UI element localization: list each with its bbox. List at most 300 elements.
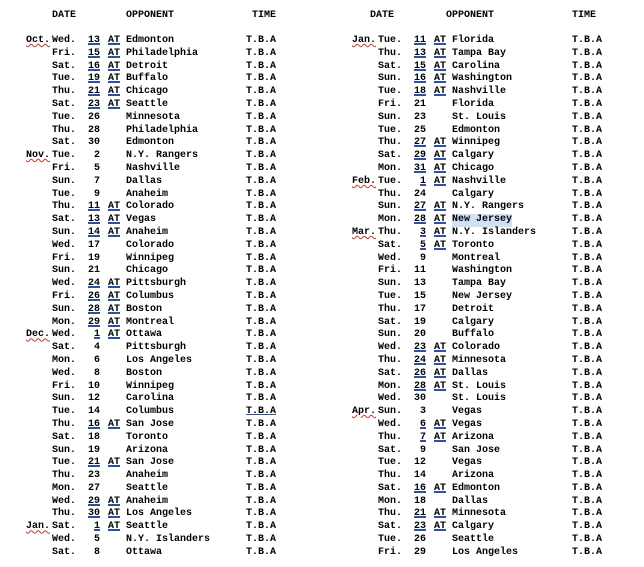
weekday-cell: Wed. <box>52 367 77 379</box>
time-cell: T.B.A <box>246 214 277 226</box>
opponent-cell: Seattle <box>126 521 169 533</box>
schedule-row <box>352 534 603 547</box>
time-cell: T.B.A <box>246 316 277 328</box>
away-marker: AT <box>434 418 447 430</box>
time-cell: T.B.A <box>246 534 277 546</box>
schedule-row <box>352 150 603 163</box>
opponent-cell: Arizona <box>452 470 495 482</box>
weekday-cell: Fri. <box>52 290 77 302</box>
weekday-cell: Thu. <box>52 86 77 98</box>
weekday-cell: Sat. <box>378 367 403 379</box>
date-number-cell: 23 <box>87 470 100 482</box>
date-number-cell: 29 <box>87 316 100 328</box>
column-header <box>352 9 597 35</box>
opponent-cell: Edmonton <box>452 124 501 136</box>
away-marker: AT <box>108 226 121 238</box>
opponent-cell: Toronto <box>452 239 495 251</box>
opponent-cell: Florida <box>452 98 495 110</box>
time-cell: T.B.A <box>246 73 277 85</box>
away-marker: AT <box>434 137 447 149</box>
weekday-cell: Fri. <box>378 98 403 110</box>
time-cell: T.B.A <box>246 470 277 482</box>
time-cell: T.B.A <box>572 495 603 507</box>
date-number-cell: 27 <box>87 482 100 494</box>
time-cell: T.B.A <box>572 457 603 469</box>
time-cell: T.B.A <box>246 86 277 98</box>
schedule-row <box>352 252 603 266</box>
opponent-cell: Carolina <box>126 393 175 405</box>
weekday-cell: Sat. <box>52 521 77 533</box>
month-cell: Oct. <box>26 35 51 46</box>
opponent-cell: Buffalo <box>452 329 495 341</box>
time-cell: T.B.A <box>572 406 603 418</box>
schedule-row <box>352 431 603 445</box>
date-number-cell: 17 <box>413 303 426 315</box>
schedule-row <box>352 444 603 458</box>
weekday-cell: Mon. <box>52 354 77 366</box>
away-marker: AT <box>434 86 447 98</box>
schedule-row <box>352 342 603 355</box>
header-opponent: OPPONENT <box>126 10 175 21</box>
header-date: DATE <box>370 10 395 21</box>
schedule-row <box>26 188 277 202</box>
opponent-cell: Boston <box>126 367 163 379</box>
weekday-cell: Tue. <box>52 73 77 85</box>
date-number-cell: 21 <box>413 98 426 110</box>
away-marker: AT <box>108 73 121 85</box>
time-cell: T.B.A <box>572 367 603 379</box>
weekday-cell: Fri. <box>378 546 403 558</box>
away-marker: AT <box>108 508 121 520</box>
opponent-cell: Toronto <box>126 431 169 443</box>
away-marker: AT <box>434 342 447 354</box>
schedule-row <box>26 150 277 163</box>
schedule-row <box>26 521 277 534</box>
weekday-cell: Sat. <box>378 482 403 494</box>
opponent-cell: Chicago <box>452 162 495 174</box>
column-header <box>26 9 277 35</box>
weekday-cell: Thu. <box>52 508 77 520</box>
schedule-row <box>352 278 603 291</box>
schedule-row <box>352 47 603 61</box>
time-cell: T.B.A <box>572 329 603 341</box>
away-marker: AT <box>434 431 447 443</box>
weekday-cell: Wed. <box>52 329 77 341</box>
date-number-cell: 1 <box>93 329 100 341</box>
time-cell: T.B.A <box>246 252 277 264</box>
weekday-cell: Sun. <box>52 303 77 315</box>
month-cell: Nov. <box>26 150 51 162</box>
opponent-cell: Pittsburgh <box>126 342 187 354</box>
time-cell: T.B.A <box>246 35 277 46</box>
date-number-cell: 15 <box>413 60 426 72</box>
time-cell: T.B.A <box>572 98 603 110</box>
schedule-row <box>352 60 603 74</box>
opponent-cell: Montreal <box>452 252 501 264</box>
opponent-cell: Nashville <box>452 175 507 187</box>
month-cell: Mar. <box>352 226 377 238</box>
schedule-row <box>26 444 277 458</box>
month-cell: Jan. <box>352 35 377 46</box>
weekday-cell: Thu. <box>378 354 403 366</box>
schedule-row <box>26 60 277 74</box>
schedule-row <box>26 73 277 86</box>
schedule-row <box>352 111 603 125</box>
weekday-cell: Mon. <box>52 316 77 328</box>
date-number-cell: 7 <box>93 175 100 187</box>
opponent-cell: Carolina <box>452 60 501 72</box>
weekday-cell: Sat. <box>52 137 77 149</box>
schedule-row <box>352 546 603 560</box>
date-number-cell: 5 <box>93 534 100 546</box>
schedule-row <box>26 470 277 483</box>
weekday-cell: Wed. <box>52 35 77 46</box>
away-marker: AT <box>434 201 447 213</box>
away-marker: AT <box>108 60 121 72</box>
opponent-cell: Colorado <box>126 239 175 251</box>
away-marker: AT <box>108 278 121 290</box>
weekday-cell: Sun. <box>52 175 77 187</box>
opponent-cell: St. Louis <box>452 393 507 405</box>
date-number-cell: 6 <box>419 418 426 430</box>
opponent-cell: Tampa Bay <box>452 47 507 59</box>
time-cell: T.B.A <box>246 482 277 494</box>
schedule-row <box>26 137 277 150</box>
date-number-cell: 9 <box>93 188 100 200</box>
away-marker: AT <box>108 201 121 213</box>
date-number-cell: 24 <box>413 354 426 366</box>
date-number-cell: 27 <box>413 137 426 149</box>
away-marker: AT <box>434 47 447 59</box>
time-cell: T.B.A <box>246 508 277 520</box>
schedule-row <box>26 214 277 227</box>
time-cell: T.B.A <box>246 265 277 277</box>
opponent-cell: Anaheim <box>126 226 169 238</box>
away-marker: AT <box>434 175 447 187</box>
time-cell: T.B.A <box>572 508 603 520</box>
date-number-cell: 9 <box>419 252 426 264</box>
opponent-cell: Detroit <box>452 303 495 315</box>
date-number-cell: 12 <box>87 393 100 405</box>
away-marker: AT <box>108 418 121 430</box>
weekday-cell: Mon. <box>378 214 403 226</box>
schedule-row <box>26 406 277 419</box>
weekday-cell: Tue. <box>378 124 403 136</box>
time-cell: T.B.A <box>572 354 603 366</box>
weekday-cell: Sat. <box>378 316 403 328</box>
weekday-cell: Thu. <box>378 431 403 443</box>
month-cell: Jan. <box>26 521 51 533</box>
schedule-rows <box>26 35 277 560</box>
weekday-cell: Thu. <box>52 418 77 430</box>
weekday-cell: Sun. <box>52 226 77 238</box>
schedule-row <box>26 380 277 394</box>
weekday-cell: Tue. <box>378 86 403 98</box>
time-cell: T.B.A <box>246 111 277 123</box>
opponent-cell: Seattle <box>126 98 169 110</box>
date-number-cell: 1 <box>93 521 100 533</box>
date-number-cell: 19 <box>87 444 100 456</box>
weekday-cell: Sun. <box>378 278 403 290</box>
date-number-cell: 13 <box>413 278 426 290</box>
opponent-cell: Edmonton <box>452 482 501 494</box>
date-number-cell: 26 <box>413 367 426 379</box>
opponent-cell: Nashville <box>126 162 181 174</box>
schedule-row <box>352 495 603 509</box>
opponent-cell: Colorado <box>452 342 501 354</box>
date-number-cell: 8 <box>93 546 100 558</box>
schedule-row <box>26 265 277 278</box>
weekday-cell: Wed. <box>52 278 77 290</box>
opponent-cell: Seattle <box>452 534 495 546</box>
weekday-cell: Tue. <box>378 534 403 546</box>
date-number-cell: 28 <box>87 124 100 136</box>
weekday-cell: Sat. <box>52 214 77 226</box>
schedule-row <box>26 546 277 560</box>
date-number-cell: 19 <box>87 73 100 85</box>
date-number-cell: 29 <box>413 546 426 558</box>
schedule-row <box>26 303 277 317</box>
date-number-cell: 10 <box>87 380 100 392</box>
opponent-cell: Calgary <box>452 316 495 328</box>
opponent-cell: Anaheim <box>126 470 169 482</box>
time-cell: T.B.A <box>572 303 603 315</box>
opponent-cell: Vegas <box>452 457 483 469</box>
away-marker: AT <box>434 380 447 392</box>
time-cell: T.B.A <box>572 418 603 430</box>
time-cell: T.B.A <box>572 86 603 98</box>
date-number-cell: 23 <box>413 342 426 354</box>
opponent-cell: Anaheim <box>126 495 169 507</box>
schedule-row <box>26 508 277 521</box>
away-marker: AT <box>434 35 447 46</box>
away-marker: AT <box>434 226 447 238</box>
opponent-cell: Dallas <box>452 495 489 507</box>
opponent-cell: Tampa Bay <box>452 278 507 290</box>
away-marker: AT <box>108 521 121 533</box>
weekday-cell: Fri. <box>52 47 77 59</box>
date-number-cell: 14 <box>413 470 426 482</box>
date-number-cell: 4 <box>93 342 100 354</box>
opponent-cell: Ottawa <box>126 546 163 558</box>
schedule-row <box>26 252 277 266</box>
opponent-cell: Edmonton <box>126 137 175 149</box>
schedule-row <box>352 86 603 99</box>
schedule-row <box>352 367 603 381</box>
opponent-cell: Washington <box>452 73 513 85</box>
schedule-row <box>26 111 277 125</box>
time-cell: T.B.A <box>572 482 603 494</box>
date-number-cell: 18 <box>87 431 100 443</box>
schedule-row <box>352 316 603 330</box>
date-number-cell: 30 <box>87 137 100 149</box>
time-cell: T.B.A <box>246 124 277 136</box>
schedule-row <box>352 265 603 278</box>
schedule-row <box>26 124 277 138</box>
weekday-cell: Wed. <box>52 495 77 507</box>
time-cell: T.B.A <box>572 290 603 302</box>
date-number-cell: 13 <box>87 214 100 226</box>
month-cell: Feb. <box>352 175 377 187</box>
away-marker: AT <box>434 150 447 162</box>
away-marker: AT <box>434 482 447 494</box>
date-number-cell: 11 <box>87 201 100 213</box>
time-cell: T.B.A <box>572 470 603 482</box>
time-cell: T.B.A <box>246 98 277 110</box>
opponent-cell: Winnipeg <box>126 380 175 392</box>
date-number-cell: 16 <box>413 482 426 494</box>
opponent-cell: Dallas <box>452 367 489 379</box>
time-cell: T.B.A <box>246 188 277 200</box>
date-number-cell: 26 <box>87 111 100 123</box>
time-cell: T.B.A <box>246 342 277 354</box>
opponent-cell: San Jose <box>452 444 501 456</box>
schedule-row <box>26 482 277 496</box>
date-number-cell: 11 <box>413 265 426 277</box>
date-number-cell: 14 <box>87 226 100 238</box>
time-cell: T.B.A <box>572 124 603 136</box>
opponent-cell: Dallas <box>126 175 163 187</box>
weekday-cell: Sun. <box>52 265 77 277</box>
weekday-cell: Thu. <box>378 137 403 149</box>
time-cell: T.B.A <box>246 521 277 533</box>
opponent-cell: Los Angeles <box>126 508 193 520</box>
time-cell: T.B.A <box>572 137 603 149</box>
weekday-cell: Tue. <box>52 111 77 123</box>
weekday-cell: Sun. <box>52 393 77 405</box>
schedule-row <box>26 457 277 470</box>
date-number-cell: 28 <box>87 303 100 315</box>
schedule-row <box>352 303 603 317</box>
schedule-row <box>352 354 603 368</box>
time-cell: T.B.A <box>246 303 277 315</box>
time-cell: T.B.A <box>572 111 603 123</box>
date-number-cell: 1 <box>419 175 426 187</box>
opponent-cell: St. Louis <box>452 380 507 392</box>
schedule-row <box>352 406 603 419</box>
weekday-cell: Tue. <box>378 290 403 302</box>
schedule-row <box>352 214 603 227</box>
weekday-cell: Sat. <box>378 521 403 533</box>
weekday-cell: Sat. <box>52 431 77 443</box>
schedule-row <box>26 418 277 432</box>
date-number-cell: 5 <box>93 162 100 174</box>
date-number-cell: 24 <box>413 188 426 200</box>
weekday-cell: Fri. <box>378 265 403 277</box>
time-cell: T.B.A <box>246 457 277 469</box>
time-cell: T.B.A <box>572 188 603 200</box>
weekday-cell: Sat. <box>378 150 403 162</box>
schedule-row <box>352 508 603 521</box>
weekday-cell: Tue. <box>52 188 77 200</box>
date-number-cell: 11 <box>413 35 426 46</box>
time-cell: T.B.A <box>246 201 277 213</box>
schedule-row <box>26 495 277 509</box>
opponent-cell: San Jose <box>126 418 175 430</box>
time-cell: T.B.A <box>246 393 277 405</box>
date-number-cell: 29 <box>87 495 100 507</box>
date-number-cell: 21 <box>87 265 100 277</box>
time-cell: T.B.A <box>246 137 277 149</box>
time-cell: T.B.A <box>246 367 277 379</box>
time-cell: T.B.A <box>246 444 277 456</box>
time-cell: T.B.A <box>572 431 603 443</box>
date-number-cell: 21 <box>87 86 100 98</box>
opponent-cell: Ottawa <box>126 329 163 341</box>
time-cell: T.B.A <box>572 226 603 238</box>
time-cell: T.B.A <box>572 35 603 46</box>
away-marker: AT <box>108 35 121 46</box>
weekday-cell: Wed. <box>378 342 403 354</box>
time-cell: T.B.A <box>572 162 603 174</box>
header-opponent: OPPONENT <box>446 10 495 21</box>
opponent-cell: Vegas <box>126 214 157 226</box>
schedule-row <box>352 175 603 189</box>
schedule-row <box>352 418 603 432</box>
schedule-row <box>26 534 277 547</box>
date-number-cell: 18 <box>413 86 426 98</box>
schedule-row <box>352 162 603 176</box>
time-cell: T.B.A <box>572 393 603 405</box>
time-cell: T.B.A <box>246 47 277 59</box>
away-marker: AT <box>108 457 121 469</box>
away-marker: AT <box>108 495 121 507</box>
time-cell: T.B.A <box>572 175 603 187</box>
date-number-cell: 12 <box>413 457 426 469</box>
date-number-cell: 23 <box>413 521 426 533</box>
opponent-cell: Seattle <box>126 482 169 494</box>
schedule-row <box>352 470 603 483</box>
away-marker: AT <box>108 86 121 98</box>
date-number-cell: 26 <box>413 534 426 546</box>
weekday-cell: Tue. <box>378 175 403 187</box>
time-cell: T.B.A <box>246 60 277 72</box>
date-number-cell: 5 <box>419 239 426 251</box>
away-marker: AT <box>434 73 447 85</box>
weekday-cell: Sun. <box>52 444 77 456</box>
date-number-cell: 16 <box>87 60 100 72</box>
away-marker: AT <box>434 367 447 379</box>
opponent-cell: Detroit <box>126 60 169 72</box>
time-cell: T.B.A <box>572 201 603 213</box>
time-cell: T.B.A <box>572 252 603 264</box>
schedule-row <box>26 393 277 406</box>
time-cell: T.B.A <box>246 380 277 392</box>
weekday-cell: Thu. <box>52 124 77 136</box>
time-cell: T.B.A <box>246 546 277 558</box>
time-cell: T.B.A <box>572 342 603 354</box>
opponent-cell: Calgary <box>452 188 495 200</box>
weekday-cell: Fri. <box>52 162 77 174</box>
schedule-row <box>26 367 277 381</box>
weekday-cell: Tue. <box>52 406 77 418</box>
date-number-cell: 20 <box>413 329 426 341</box>
weekday-cell: Thu. <box>378 303 403 315</box>
weekday-cell: Thu. <box>52 201 77 213</box>
date-number-cell: 26 <box>87 290 100 302</box>
weekday-cell: Sun. <box>378 329 403 341</box>
weekday-cell: Wed. <box>378 252 403 264</box>
opponent-cell: Nashville <box>452 86 507 98</box>
opponent-cell: Philadelphia <box>126 47 199 59</box>
opponent-cell: Los Angeles <box>452 546 519 558</box>
schedule-row <box>352 124 603 138</box>
date-number-cell: 23 <box>413 111 426 123</box>
time-cell: T.B.A <box>572 239 603 251</box>
opponent-cell: Buffalo <box>126 73 169 85</box>
opponent-cell: Arizona <box>452 431 495 443</box>
weekday-cell: Wed. <box>52 534 77 546</box>
